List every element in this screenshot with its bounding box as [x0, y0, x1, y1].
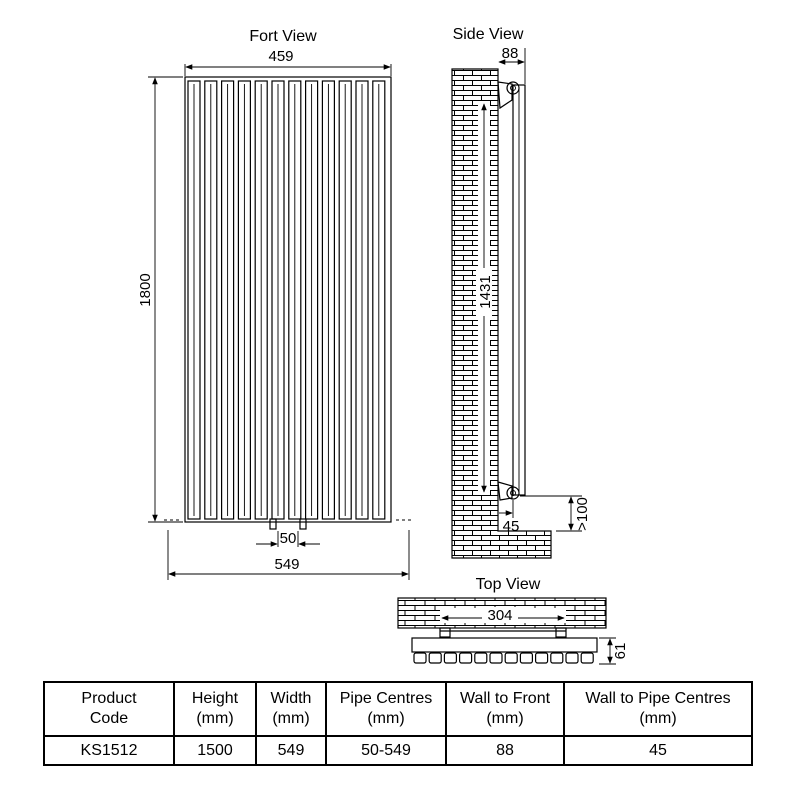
top-bracket-spacing-label: 304 [487, 607, 513, 624]
pipe-offset-label: 45 [502, 518, 520, 535]
bottom-bracket [498, 482, 512, 500]
front-width-label: 459 [268, 48, 294, 65]
header-wall-to-pipe-centres: Wall to Pipe Centres (mm) [564, 682, 752, 736]
header-height: Height (mm) [174, 682, 256, 736]
top-view-tube [460, 653, 472, 663]
top-view-tube [444, 653, 456, 663]
header-product-code: Product Code [44, 682, 174, 736]
top-view-tube [536, 653, 548, 663]
top-depth-label: 61 [612, 642, 629, 660]
top-bracket-left [440, 628, 450, 637]
cell-wall-to-front: 88 [446, 736, 564, 765]
header-wall-to-front: Wall to Front (mm) [446, 682, 564, 736]
top-view-title: Top View [475, 576, 541, 593]
top-view-tube [414, 653, 426, 663]
top-view-tube [429, 653, 441, 663]
top-view-tube [490, 653, 502, 663]
front-height-label: 1800 [137, 273, 154, 307]
radiator-tubes [188, 81, 385, 519]
pipe-valve-right [300, 519, 306, 529]
table-header-row [44, 682, 752, 736]
wall-brick [452, 69, 551, 558]
header-width: Width (mm) [256, 682, 326, 736]
top-bracket [498, 82, 512, 108]
header-pipe-centres: Pipe Centres (mm) [326, 682, 446, 736]
cell-wall-to-pipe-centres: 45 [564, 736, 752, 765]
radiator-outline [185, 77, 391, 522]
cell-width: 549 [256, 736, 326, 765]
spec-table [43, 681, 753, 766]
top-view [398, 576, 629, 664]
cell-pipe-centres: 50-549 [326, 736, 446, 765]
bracket-spacing-label: 1431 [477, 275, 494, 309]
top-view-radiator-bar [412, 638, 597, 652]
top-bracket-right [556, 628, 566, 637]
floor-distance-label: >100 [574, 497, 591, 531]
cell-height: 1500 [174, 736, 256, 765]
side-view [452, 26, 591, 558]
pipe-centre-label: 50 [279, 530, 297, 547]
cell-product-code: KS1512 [44, 736, 174, 765]
top-view-tube [520, 653, 532, 663]
front-view-title: Fort View [249, 28, 317, 45]
pipe-valve-left [270, 519, 276, 529]
table-row [44, 736, 752, 765]
top-view-tube [505, 653, 517, 663]
top-view-tube [551, 653, 563, 663]
top-view-tube [475, 653, 487, 663]
front-view [137, 28, 412, 580]
overall-width-label: 549 [274, 556, 300, 573]
top-view-tube [566, 653, 578, 663]
top-view-tube [581, 653, 593, 663]
side-depth-label: 88 [501, 45, 519, 62]
top-view-tubes [414, 653, 593, 663]
side-view-title: Side View [452, 26, 524, 43]
